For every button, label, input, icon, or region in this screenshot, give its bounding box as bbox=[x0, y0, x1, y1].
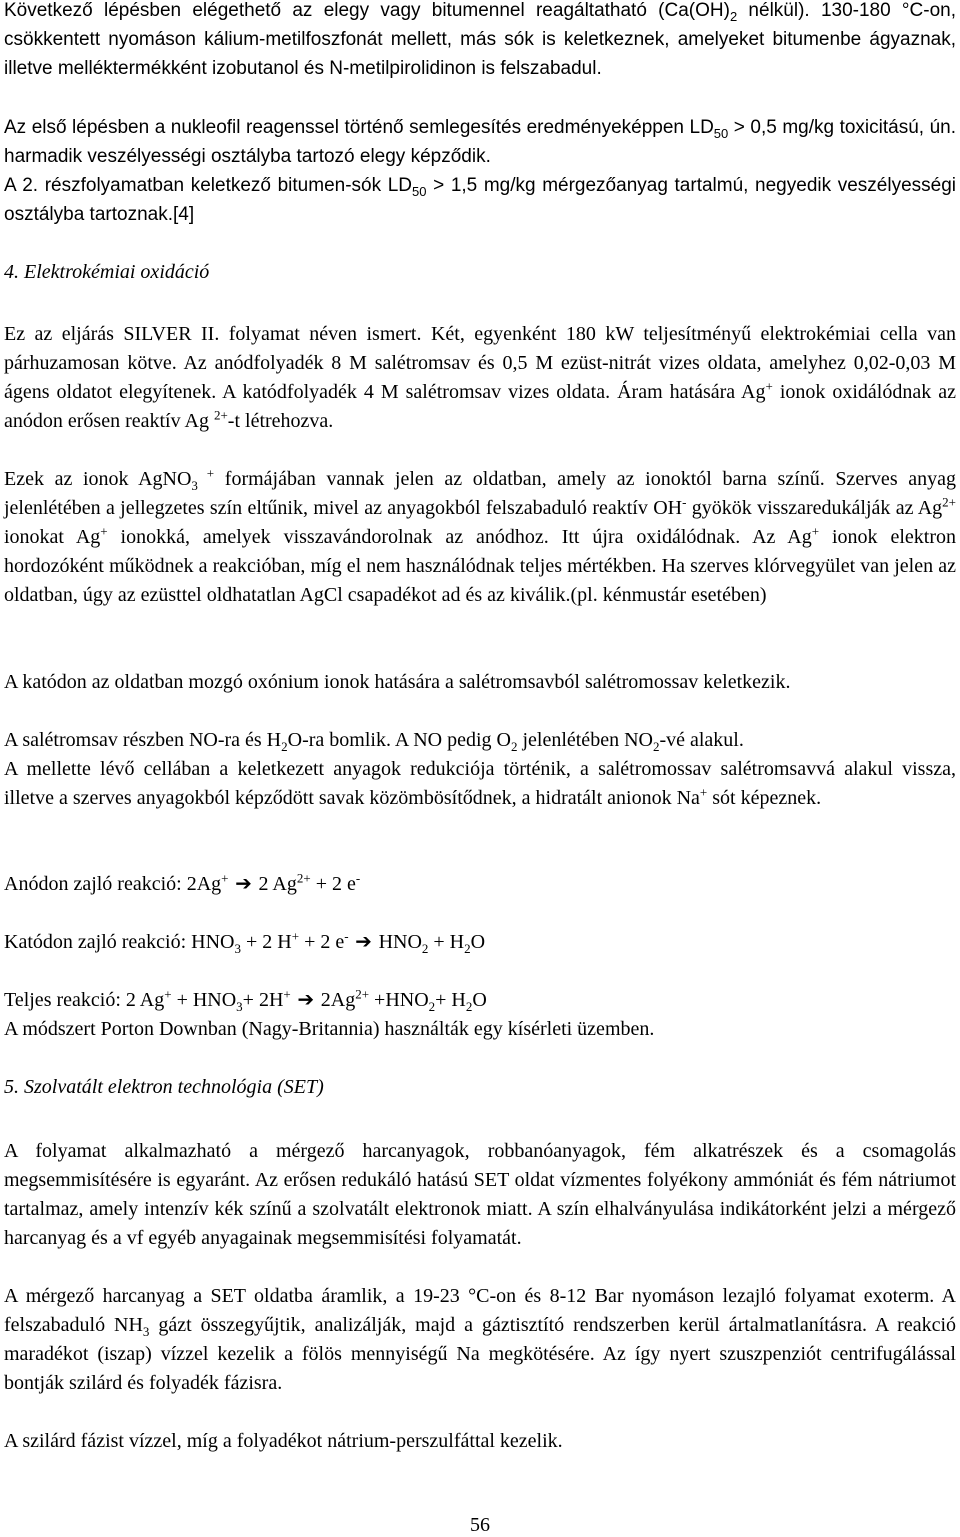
total-reaction-equation: Teljes reakció: 2 $Ag^+ + HNO_3+ 2H^+$ ➔ $2Ag^{2+} +HNO_2+ H_2O$ bbox=[4, 986, 487, 1014]
section-heading-4: 4. Elektrokémiai oxidáció bbox=[4, 261, 210, 283]
reaction-arrow-icon: ➔ bbox=[235, 873, 252, 895]
paragraph-ions: Ezek az ionok AgNO$_3$ + formájában vannak jelen az oldatban, amely az ionoktól barna színű. Szerves anyag jelenlétében a jellegzetes szín eltűnik, mivel az anyagokból felszabaduló reaktív OH- gyökök visszaredukálják az $Ag^{2+}$ ionokat Ag+ ionokká, amelyek visszavándorolnak az anódhoz. Itt újra oxidálódnak. Az Ag+ ionok elektron hordozóként működnek a reakcióban, míg el nem használódnak teljes mértékben. Ha szerves klórvegyület van jelen az oldatban, úgy az ezüsttel oldhatatlan AgCl csapadékot ad és az kiválik.(pl. kénmustár esetében) bbox=[4, 465, 956, 606]
paragraph-cathode: A katódon az oldatban mozgó oxónium ionok hatására a salétromsavból salétromossav keletkezik. bbox=[4, 671, 791, 693]
paragraph-next-cell: A mellette lévő cellában a keletkezett anyagok redukciója történik, a salétromossav salétromsavvá alakul vissza, illetve a szerves anyagokból képződött savak közömbösítődnek, a hidratált anionok Na+ sót képeznek. bbox=[4, 758, 956, 809]
paragraph-silver: Ez az eljárás SILVER II. folyamat néven ismert. Két, egyenként 180 kW teljesítményű elektrokémiai cella van párhuzamosan kötve. Az anódfolyadék 8 M salétromsav és 0,5 M ezüst-nitrát vizes oldata, amelyhez 0,02-0,03 M ágens oldatot elegyítenek. A katódfolyadék 4 M salétromsav vizes oldata. Áram hatására Ag+ ionok oxidálódnak az anódon erősen reaktív Ag $^{2+}$-t létrehozva. bbox=[4, 323, 956, 432]
paragraph-intro: Következő lépésben elégethető az elegy vagy bitumennel reagáltatható ($Ca(OH)_2$ nélkül). 130-180 °C-on, csökkentett nyomáson kálium-metilfoszfonát mellett, más sók is keletkeznek, amelyeket bitumenbe ágyaznak, illetve melléktermékként izobutanol és N-metilpirolidinon is felszabadul. bbox=[4, 0, 956, 79]
paragraph-set-2: A mérgező harcanyag a SET oldatba áramlik, a 19-23 °C-on és 8-12 Bar nyomáson lezajló folyamat exoterm. A felszabaduló $NH_3$ gázt összegyűjtik, analizálják, majd a gáztisztító rendszerben kerül ártalmatlanításra. A reakció maradékot (iszap) vízzel kezelik a fölös mennyiségű Na megkötésére. Az így nyert szuszpenziót centrifugálással bontják szilárd és folyadék fázisra. bbox=[4, 1285, 957, 1394]
anode-reaction-equation: Anódon zajló reakció: 2Ag+ ➔ 2 $Ag^{2+} + 2$ e- bbox=[4, 870, 360, 899]
reaction-arrow-icon: ➔ bbox=[355, 931, 372, 953]
paragraph-first-step: Az első lépésben a nukleofil reagenssel történő semlegesítés eredményeképpen $LD_{50} > 0,5$ mg/kg toxicitású, ún. harmadik veszélyességi osztályba tartozó elegy képződik. bbox=[4, 117, 956, 167]
paragraph-set-1: A folyamat alkalmazható a mérgező harcanyagok, robbanóanyagok, fém alkatrészek és a csomagolás megsemmisítésére is egyaránt. Az erősen redukáló hatású SET oldat vízmentes folyékony ammóniát és fém nátriumot tartalmaz, amely intenzív kék színű a szolvatált elektronok miatt. A szín elhalványulása indikátorként jelzi a mérgező harcanyag és a vf egyéb anyagainak megsemmisítési folyamatát. bbox=[4, 1140, 956, 1249]
paragraph-porton: A módszert Porton Downban (Nagy-Britannia) használták egy kísérleti üzemben. bbox=[4, 1018, 655, 1040]
section-heading-5: 5. Szolvatált elektron technológia (SET) bbox=[4, 1076, 324, 1098]
paragraph-set-3: A szilárd fázist vízzel, míg a folyadékot nátrium-perszulfáttal kezelik. bbox=[4, 1430, 563, 1452]
paragraph-second-step: A 2. részfolyamatban keletkező bitumen-sók $LD_{50} > 1,5$ mg/kg mérgezőanyag tartalmú, negyedik veszélyességi osztályba tartoznak.[4] bbox=[4, 175, 956, 225]
paragraph-decomposition: A salétromsav részben NO-ra és $H_2O-ra$ bomlik. A NO pedig $O_2$ jelenlétében $NO_2-vé$ alakul. bbox=[4, 729, 744, 754]
page-number: 56 bbox=[470, 1514, 490, 1536]
cathode-reaction-equation: Katódon zajló reakció: $HNO_3 + 2$ H+ + 2 e- ➔ $HNO_2 + H_2O$ bbox=[4, 928, 486, 956]
reaction-arrow-icon: ➔ bbox=[297, 989, 315, 1011]
